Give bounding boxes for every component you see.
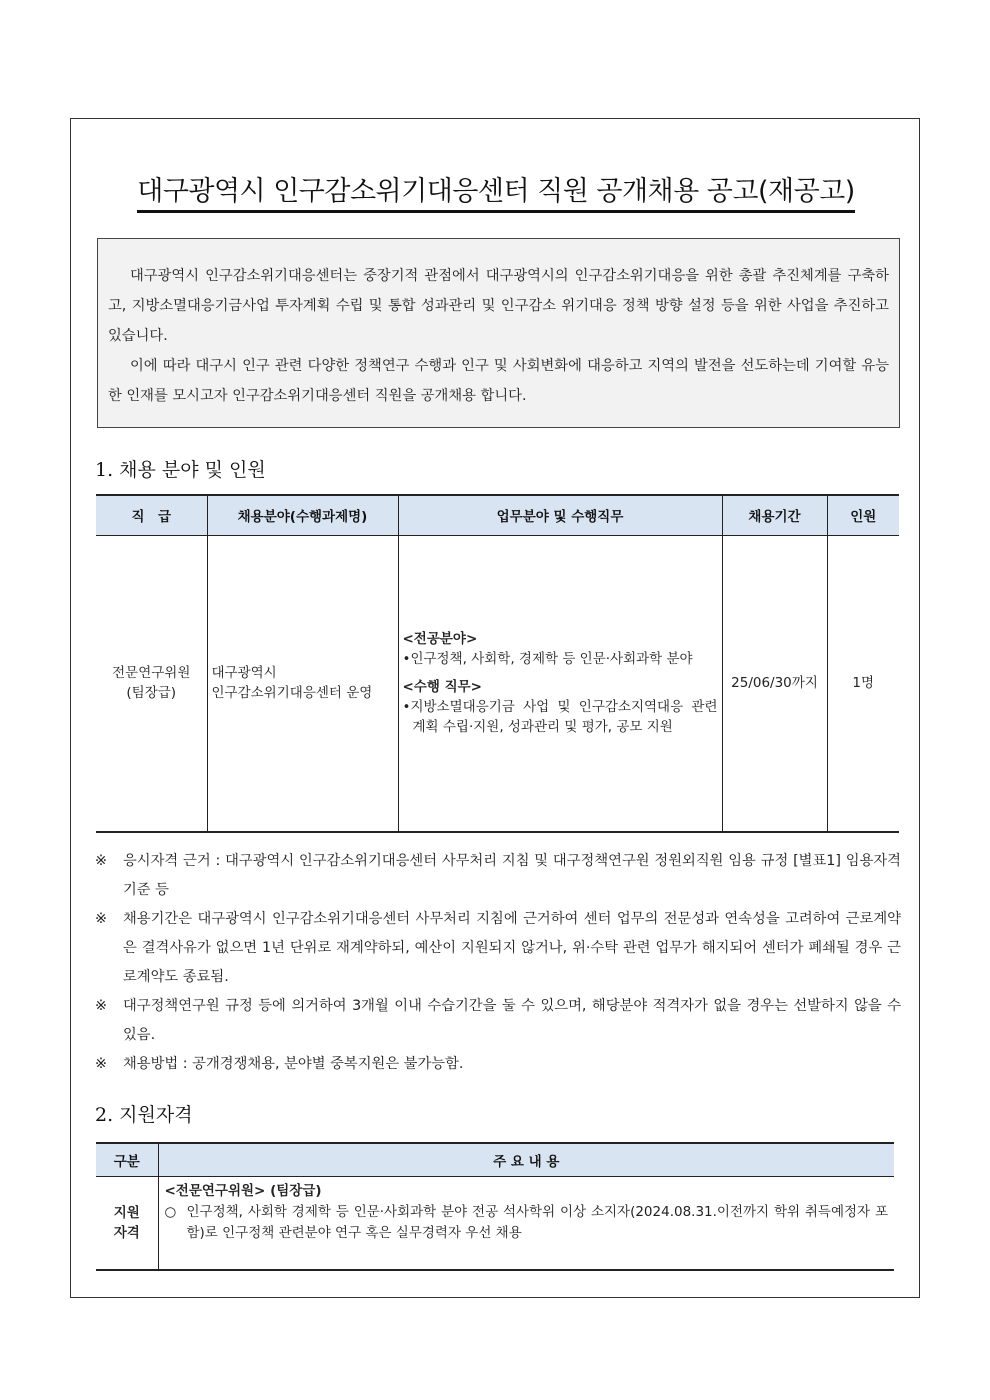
label-line-1: 지원: [113, 1204, 140, 1221]
note-text-2: 채용기간은 대구광역시 인구감소위기대응센터 사무처리 지침에 근거하여 센터 업무의 전문성과 연속성을 고려하여 근로계약은 결격사유가 없으면 1년 단위로 재계약하되, 예산이 지원되지 않거나, 위·수탁 관련 업무가 해지되어 센터가 폐쇄될 경우 근로계약도 종료됨.: [123, 911, 901, 985]
table-row: [96, 1176, 894, 1270]
header-duty: 업무분야 및 수행직무: [398, 495, 722, 535]
cell-count: 1명: [827, 535, 899, 832]
qualification-subheading: <전문연구위원> (팀장급): [164, 1182, 322, 1199]
grade-line-1: 전문연구위원: [112, 665, 191, 682]
header-content: 주 요 내 용: [158, 1143, 894, 1176]
table-row: [96, 535, 899, 832]
qualification-item: [165, 1202, 889, 1244]
recruitment-table: [96, 494, 899, 833]
header-grade: 직 급: [96, 495, 207, 535]
note-mark: ※: [95, 998, 107, 1014]
cell-grade: [96, 535, 207, 832]
note-item: [95, 1050, 901, 1079]
note-item: [95, 905, 901, 992]
cell-period: 25/06/30까지: [722, 535, 827, 832]
field-line-1: 대구광역시: [211, 665, 277, 682]
section-2-heading: 2. 지원자격: [95, 1104, 193, 1126]
header-category: 구분: [96, 1143, 158, 1176]
page-title: [71, 169, 921, 208]
cell-field: [207, 535, 398, 832]
qualification-item-text: 인구정책, 사회학 경제학 등 인문·사회과학 분야 전공 석사학위 이상 소지자(2024.08.31.이전까지 학위 취득예정자 포함)로 인구정책 관련분야 연구 혹은 실무경력자 우선 채용: [186, 1203, 888, 1241]
note-item: [95, 992, 901, 1050]
qualification-table: [96, 1142, 894, 1271]
section-1-heading: 1. 채용 분야 및 인원: [95, 459, 266, 481]
notes-list: [95, 847, 901, 1079]
intro-paragraph-1: 대구광역시 인구감소위기대응센터는 중장기적 관점에서 대구광역시의 인구감소위기대응을 위한 총괄 추진체계를 구축하고, 지방소멸대응기금사업 투자계획 수립 및 통합 성과관리 및 인구감소 위기대응 정책 방향 설정 등을 위한 사업을 추진하고 있습니다.: [108, 268, 889, 344]
note-text-3: 대구정책연구원 규정 등에 의거하여 3개월 이내 수습기간을 둘 수 있으며, 해당분야 적격자가 없을 경우는 선발하지 않을 수 있음.: [123, 998, 901, 1043]
note-item: [95, 847, 901, 905]
note-mark: ※: [95, 911, 107, 927]
note-text-4: 채용방법 : 공개경쟁채용, 분야별 중복지원은 불가능함.: [123, 1056, 464, 1072]
label-line-2: 자격: [113, 1224, 140, 1241]
note-mark: ※: [95, 1056, 107, 1072]
header-field: 채용분야(수행과제명): [207, 495, 398, 535]
field-line-2: 인구감소위기대응센터 운영: [211, 685, 373, 702]
header-period: 채용기간: [722, 495, 827, 535]
table-header-row: [96, 495, 899, 535]
intro-paragraph-2: 이에 따라 대구시 인구 관련 다양한 정책연구 수행과 인구 및 사회변화에 대응하고 지역의 발전을 선도하는데 기여할 유능한 인재를 모시고자 인구감소위기대응센터 직원을 공개채용 합니다.: [108, 358, 889, 404]
header-count: 인원: [827, 495, 899, 535]
major-heading: <전공분야>: [402, 631, 478, 648]
qualification-header-row: [96, 1143, 894, 1176]
document-frame: [70, 118, 920, 1298]
duty-heading: <수행 직무>: [402, 679, 482, 696]
bullet-circle: ○: [164, 1203, 177, 1220]
intro-box: [97, 238, 900, 428]
duty-item: •지방소멸대응기금 사업 및 인구감소지역대응 관련 계획 수립·지원, 성과관리 및 평가, 공모 지원: [402, 699, 718, 736]
grade-line-2: (팀장급): [126, 685, 177, 702]
cell-duty: [398, 535, 722, 832]
note-mark: ※: [95, 853, 107, 869]
cell-qualification-label: [96, 1176, 158, 1270]
cell-qualification-content: [158, 1176, 894, 1270]
note-text-1: 응시자격 근거 : 대구광역시 인구감소위기대응센터 사무처리 지침 및 대구정책연구원 정원외직원 임용 규정 [별표1] 임용자격기준 등: [123, 853, 901, 898]
major-item: •인구정책, 사회학, 경제학 등 인문·사회과학 분야: [402, 651, 693, 668]
page-title-text: 대구광역시 인구감소위기대응센터 직원 공개채용 공고(재공고): [137, 176, 855, 213]
